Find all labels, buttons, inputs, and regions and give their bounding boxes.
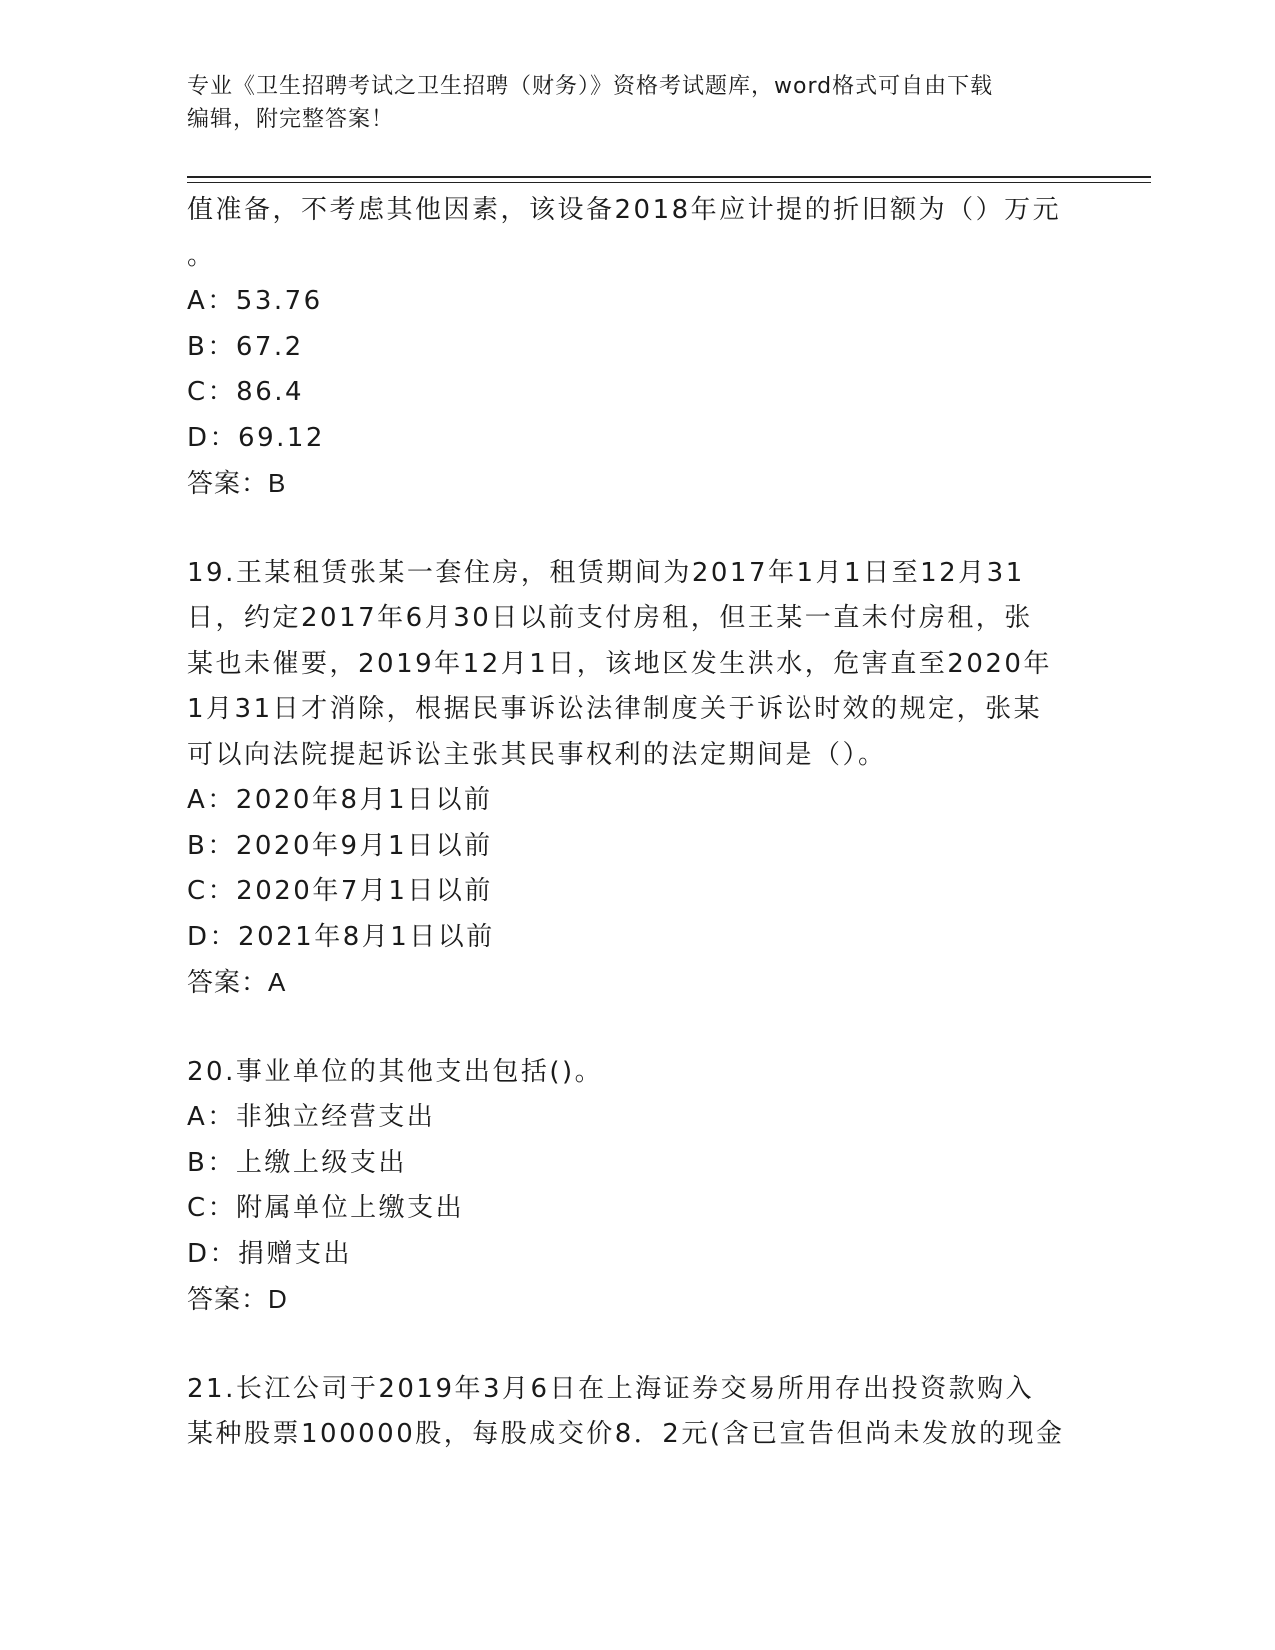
option-c: C：86.4 [187,377,305,407]
question-21 [187,1367,1087,1458]
answer-line: 答案：B [187,468,287,498]
header-line-1: 专业《卫生招聘考试之卫生招聘（财务）》资格考试题库，word格式可自由下载 [187,74,994,99]
document-header [187,70,1087,136]
question-stem-line: 可以向法院提起诉讼主张其民事权利的法定期间是（）。 [187,739,887,770]
question-stem-line: 值准备，不考虑其他因素，该设备2018年应计提的折旧额为（）万元 [187,195,1062,225]
header-rule-thick [187,176,1151,178]
question-19 [187,551,1087,1006]
question-stem-line: 1月31日才消除，根据民事诉讼法律制度关于诉讼时效的规定，张某 [187,694,1043,724]
question-list [187,188,1087,1458]
question-stem-line: 。 [187,240,216,271]
question-stem-line: 20.事业单位的其他支出包括()。 [187,1056,604,1087]
question-stem-line: 某也未催要，2019年12月1日，该地区发生洪水，危害直至2020年 [187,648,1052,679]
answer-line: 答案：A [187,967,287,997]
option-d: D：2021年8月1日以前 [187,921,495,952]
header-rule-thin [187,182,1151,183]
option-d: D：69.12 [187,422,325,453]
question-stem-line: 日，约定2017年6月30日以前支付房租，但王某一直未付房租，张 [187,603,1033,633]
option-c: C：附属单位上缴支出 [187,1193,465,1223]
option-b: B：上缴上级支出 [187,1147,407,1178]
answer-line: 答案：D [187,1284,288,1314]
question-20 [187,1050,1087,1323]
option-b: B：67.2 [187,331,304,362]
option-a: A：非独立经营支出 [187,1102,436,1132]
option-d: D：捐赠支出 [187,1238,353,1269]
option-a: A：2020年8月1日以前 [187,785,493,815]
option-c: C：2020年7月1日以前 [187,876,493,906]
option-a: A：53.76 [187,286,323,316]
question-18 [187,188,1087,507]
header-line-2: 编辑，附完整答案！ [187,107,395,132]
option-b: B：2020年9月1日以前 [187,830,493,861]
question-stem-line: 21.长江公司于2019年3月6日在上海证券交易所用存出投资款购入 [187,1373,1035,1404]
question-stem-line: 某种股票100000股，每股成交价8．2元(含已宣告但尚未发放的现金 [187,1419,1065,1449]
question-stem-line: 19.王某租赁张某一套住房，租赁期间为2017年1月1日至12月31 [187,557,1025,588]
